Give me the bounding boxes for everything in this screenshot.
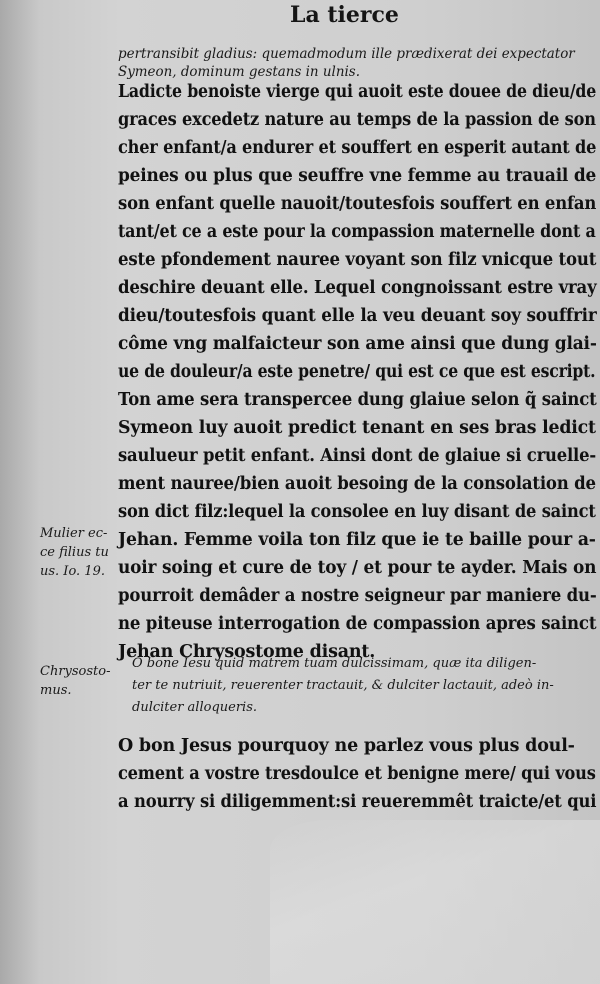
latin-quote-line: ter te nutriuit, reuerenter tractauit, & dulciter lactauit, adeò in- bbox=[132, 678, 554, 693]
running-header: La tierce bbox=[290, 2, 399, 28]
text-line: graces excedetz nature au temps de la passion de son bbox=[118, 110, 596, 130]
text-line: Jehan. Femme voila ton filz que ie te baille pour a- bbox=[118, 530, 596, 550]
latin-quote-line: dulciter alloqueris. bbox=[132, 700, 258, 715]
margin-line: Chrysosto- bbox=[40, 664, 111, 679]
margin-line: Mulier ec- bbox=[40, 526, 108, 541]
text-line: Symeon luy auoit predict tenant en ses bras ledict bbox=[118, 418, 596, 438]
text-line: pourroit demâder a nostre seigneur par maniere du- bbox=[118, 586, 597, 606]
latin-line: pertransibit gladius: quemadmodum ille prædixerat dei expectator bbox=[118, 46, 575, 62]
margin-line: us. Io. 19. bbox=[40, 564, 105, 579]
text-line: cement a vostre tresdoulce et benigne mere/ qui vous bbox=[118, 764, 596, 784]
text-line: Jehan Chrysostome disant. bbox=[118, 642, 376, 662]
text-line: peines ou plus que seuffre vne femme au trauail de bbox=[118, 166, 597, 186]
text-line: deschire deuant elle. Lequel congnoissant estre vray bbox=[118, 278, 597, 298]
latin-quote-line: O bone Iesu quid matrem tuam dulcissimam, quæ ita diligen- bbox=[132, 656, 537, 671]
text-line: saulueur petit enfant. Ainsi dont de glaiue si cruelle- bbox=[118, 446, 596, 466]
main-text-block-2 bbox=[118, 736, 598, 826]
text-line: uoir soing et cure de toy / et pour te ayder. Mais on bbox=[118, 558, 597, 578]
text-line: son enfant quelle nauoit/toutesfois souffert en enfan bbox=[118, 194, 597, 214]
text-line: este pfondement nauree voyant son filz vnicque tout bbox=[118, 250, 597, 270]
text-line: cher enfant/a endurer et souffert en esperit autant de bbox=[118, 138, 597, 158]
main-text-block bbox=[118, 82, 598, 682]
text-line: Ladicte benoiste vierge qui auoit este douee de dieu/de bbox=[118, 82, 597, 102]
text-line: son dict filz:lequel la consolee en luy disant de sainct bbox=[118, 502, 596, 522]
latin-quote-block bbox=[132, 656, 598, 726]
text-line: ment nauree/bien auoit besoing de la consolation de bbox=[118, 474, 596, 494]
margin-note-author bbox=[40, 662, 118, 700]
text-line: tant/et ce a este pour la compassion maternelle dont a bbox=[118, 222, 596, 242]
text-line: ne piteuse interrogation de compassion apres sainct bbox=[118, 614, 597, 634]
latin-line: Symeon, dominum gestans in ulnis. bbox=[118, 64, 360, 80]
margin-line: ce filius tu bbox=[40, 545, 109, 560]
text-line: ue de douleur/a este penetre/ qui est ce que est escript. bbox=[118, 362, 596, 382]
text-line: côme vng malfaicteur son ame ainsi que dung glai- bbox=[118, 334, 597, 354]
text-line: Ton ame sera transpercee dung glaiue selon q̃ sainct bbox=[118, 390, 597, 410]
text-line: dieu/toutesfois quant elle la veu deuant soy souffrir bbox=[118, 306, 597, 326]
margin-note-scripture bbox=[40, 524, 118, 581]
paper-stain bbox=[270, 820, 600, 984]
text-line: O bon Jesus pourquoy ne parlez vous plus doul- bbox=[118, 736, 575, 756]
margin-line: mus. bbox=[40, 683, 72, 698]
text-line: a nourry si diligemment:si reueremmêt traicte/et qui bbox=[118, 792, 597, 812]
